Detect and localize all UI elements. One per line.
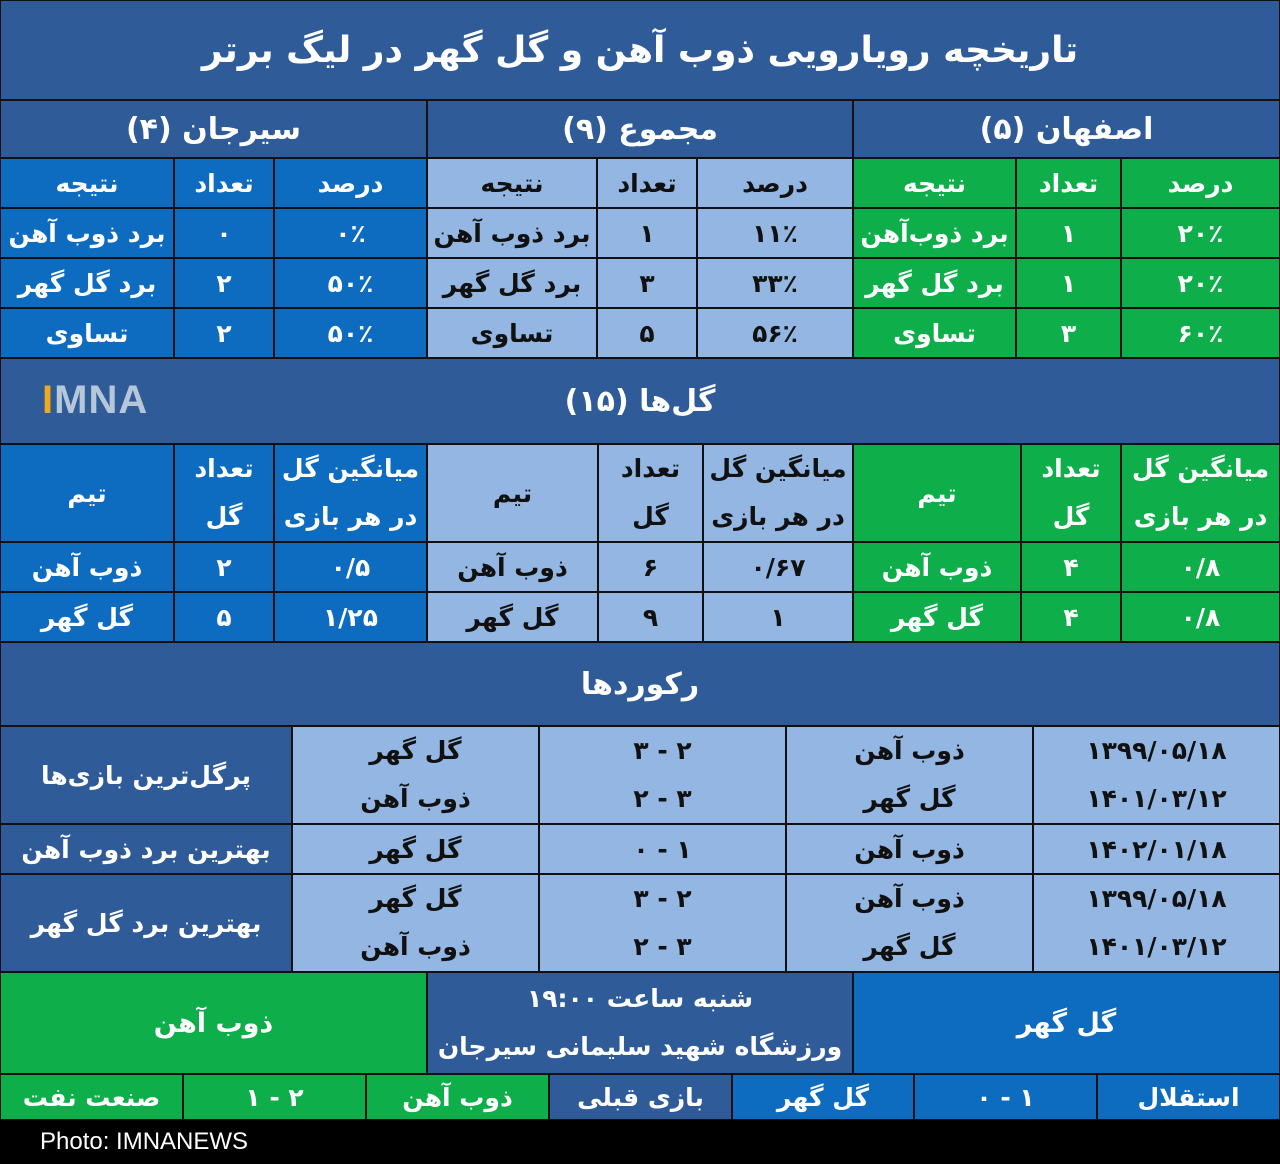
sirjan-col-count: تعداد: [174, 158, 274, 208]
isfahan-goals-col-count: تعداد گل: [1021, 444, 1121, 542]
record-dates: ۱۳۹۹/۰۵/۱۸ ۱۴۰۱/۰۳/۱۲: [1033, 874, 1280, 972]
isfahan-goals-team: ذوب آهن: [853, 542, 1021, 592]
sirjan-header: سیرجان (۴): [0, 100, 427, 158]
sirjan-goals-avg: ۰/۵: [274, 542, 427, 592]
record-home: ذوب آهن گل گهر: [786, 726, 1033, 824]
isfahan-result: برد ذوب‌آهن: [853, 208, 1016, 258]
total-goals-col-team: تیم: [427, 444, 598, 542]
sirjan-goals-team: ذوب آهن: [0, 542, 174, 592]
sirjan-col-percent: درصد: [274, 158, 427, 208]
prev-zob-opponent: صنعت نفت: [0, 1074, 183, 1120]
isfahan-goals-count: ۴: [1021, 592, 1121, 642]
isfahan-goals-avg: ۰/۸: [1121, 592, 1280, 642]
record-home: ذوب آهن: [786, 824, 1033, 874]
record-score: ۲ - ۳ ۳ - ۲: [539, 874, 786, 972]
total-result: برد گل گهر: [427, 258, 597, 308]
isfahan-goals-avg: ۰/۸: [1121, 542, 1280, 592]
total-col-result: نتیجه: [427, 158, 597, 208]
total-goals-avg: ۱: [703, 592, 853, 642]
total-count: ۳: [597, 258, 697, 308]
prev-zob-score: ۲ - ۱: [183, 1074, 366, 1120]
total-goals-count: ۶: [598, 542, 703, 592]
goals-header: گل‌ها (۱۵): [0, 358, 1280, 444]
imna-logo: IMNA: [42, 378, 149, 422]
isfahan-goals-col-team: تیم: [853, 444, 1021, 542]
total-result: تساوی: [427, 308, 597, 358]
page-title: تاریخچه رویارویی ذوب آهن و گل گهر در لیگ برتر: [0, 0, 1280, 100]
total-goals-col-avg: میانگین گل در هر بازی: [703, 444, 853, 542]
total-percent: ۵۶٪: [697, 308, 853, 358]
record-label: پرگل‌ترین بازی‌ها: [0, 726, 292, 824]
isfahan-goals-team: گل گهر: [853, 592, 1021, 642]
isfahan-col-result: نتیجه: [853, 158, 1016, 208]
sirjan-percent: ۵۰٪: [274, 258, 427, 308]
total-col-count: تعداد: [597, 158, 697, 208]
record-home: ذوب آهن گل گهر: [786, 874, 1033, 972]
isfahan-result: تساوی: [853, 308, 1016, 358]
match-home-team: گل گهر: [853, 972, 1280, 1074]
record-score: ۱ - ۰: [539, 824, 786, 874]
total-goals-team: گل گهر: [427, 592, 598, 642]
sirjan-result: برد ذوب آهن: [0, 208, 174, 258]
record-away: گل گهر: [292, 824, 539, 874]
sirjan-goals-col-avg: میانگین گل در هر بازی: [274, 444, 427, 542]
total-count: ۵: [597, 308, 697, 358]
total-percent: ۳۳٪: [697, 258, 853, 308]
isfahan-goals-col-avg: میانگین گل در هر بازی: [1121, 444, 1280, 542]
prev-golgohar-team: گل گهر: [732, 1074, 914, 1120]
total-goals-col-count: تعداد گل: [598, 444, 703, 542]
total-header: مجموع (۹): [427, 100, 853, 158]
sirjan-goals-col-team: تیم: [0, 444, 174, 542]
match-away-team: ذوب آهن: [0, 972, 427, 1074]
prev-golgohar-opponent: استقلال: [1097, 1074, 1280, 1120]
sirjan-result: تساوی: [0, 308, 174, 358]
total-result: برد ذوب آهن: [427, 208, 597, 258]
photo-credit: Photo: IMNANEWS: [40, 1128, 249, 1155]
sirjan-goals-team: گل گهر: [0, 592, 174, 642]
sirjan-goals-count: ۲: [174, 542, 274, 592]
sirjan-percent: ۰٪: [274, 208, 427, 258]
prev-golgohar-score: ۱ - ۰: [914, 1074, 1097, 1120]
isfahan-count: ۳: [1016, 308, 1121, 358]
record-label: بهترین برد ذوب آهن: [0, 824, 292, 874]
isfahan-goals-count: ۴: [1021, 542, 1121, 592]
match-time: شنبه ساعت ۱۹:۰۰: [526, 984, 754, 1013]
isfahan-count: ۱: [1016, 258, 1121, 308]
sirjan-count: ۲: [174, 258, 274, 308]
prev-match-label: بازی قبلی: [549, 1074, 732, 1120]
records-header: رکوردها: [0, 642, 1280, 726]
record-away: گل گهر ذوب آهن: [292, 726, 539, 824]
sirjan-col-result: نتیجه: [0, 158, 174, 208]
record-score: ۲ - ۳ ۳ - ۲: [539, 726, 786, 824]
sirjan-count: ۰: [174, 208, 274, 258]
sirjan-percent: ۵۰٪: [274, 308, 427, 358]
isfahan-count: ۱: [1016, 208, 1121, 258]
total-col-percent: درصد: [697, 158, 853, 208]
match-time-venue: [427, 972, 853, 1074]
total-count: ۱: [597, 208, 697, 258]
total-goals-team: ذوب آهن: [427, 542, 598, 592]
record-away: گل گهر ذوب آهن: [292, 874, 539, 972]
record-dates: ۱۴۰۲/۰۱/۱۸: [1033, 824, 1280, 874]
sirjan-goals-col-count: تعداد گل: [174, 444, 274, 542]
total-percent: ۱۱٪: [697, 208, 853, 258]
record-label: بهترین برد گل گهر: [0, 874, 292, 972]
total-goals-count: ۹: [598, 592, 703, 642]
sirjan-goals-avg: ۱/۲۵: [274, 592, 427, 642]
record-dates: ۱۳۹۹/۰۵/۱۸ ۱۴۰۱/۰۳/۱۲: [1033, 726, 1280, 824]
isfahan-header: اصفهان (۵): [853, 100, 1280, 158]
isfahan-result: برد گل گهر: [853, 258, 1016, 308]
sirjan-result: برد گل گهر: [0, 258, 174, 308]
isfahan-percent: ۶۰٪: [1121, 308, 1280, 358]
match-venue: ورزشگاه شهید سلیمانی سیرجان: [437, 1032, 843, 1061]
isfahan-col-count: تعداد: [1016, 158, 1121, 208]
total-goals-avg: ۰/۶۷: [703, 542, 853, 592]
sirjan-count: ۲: [174, 308, 274, 358]
isfahan-col-percent: درصد: [1121, 158, 1280, 208]
prev-zob-team: ذوب آهن: [366, 1074, 549, 1120]
isfahan-percent: ۲۰٪: [1121, 258, 1280, 308]
sirjan-goals-count: ۵: [174, 592, 274, 642]
isfahan-percent: ۲۰٪: [1121, 208, 1280, 258]
